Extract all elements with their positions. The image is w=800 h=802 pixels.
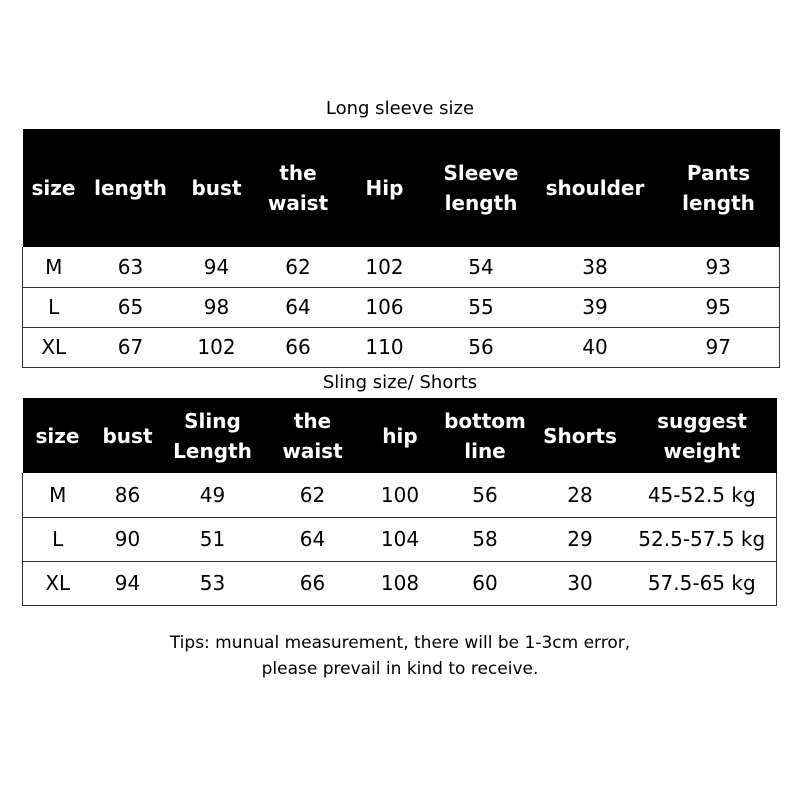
table-cell: 104: [363, 517, 438, 561]
column-header: [23, 398, 93, 473]
table-row: [23, 473, 777, 517]
column-header-line: shoulder: [545, 176, 645, 200]
column-header: [340, 129, 430, 247]
table-cell: 102: [177, 327, 257, 367]
column-header-line: Length: [173, 438, 252, 463]
table-cell: 67: [85, 327, 177, 367]
column-header: [628, 398, 777, 473]
column-header: [533, 398, 628, 473]
table-cell: 93: [658, 247, 780, 287]
column-header-line: waist: [267, 191, 329, 215]
table-cell: 57.5-65 kg: [628, 561, 777, 605]
column-header-line: size: [31, 176, 76, 200]
table-cell: 30: [533, 561, 628, 605]
column-header: [658, 129, 780, 247]
long-sleeve-size-table: [22, 129, 780, 368]
tips-line-1: Tips: munual measurement, there will be 1-3cm error,: [169, 633, 631, 653]
column-header-line: line: [464, 438, 506, 463]
column-header-line: bottom: [444, 408, 526, 433]
table-cell: 55: [430, 287, 533, 327]
table-cell: 86: [93, 473, 163, 517]
column-header: [85, 129, 177, 247]
column-header: [363, 398, 438, 473]
table-cell: 64: [263, 517, 363, 561]
table-header: [23, 129, 780, 247]
table-row: [23, 517, 777, 561]
column-header: [257, 129, 340, 247]
column-header-line: Sleeve: [443, 161, 519, 185]
tips-line-2: please prevail in kind to receive.: [261, 659, 539, 679]
sling-shorts-title: Sling size/ Shorts: [322, 372, 478, 393]
table-cell: 102: [340, 247, 430, 287]
table-cell: 49: [163, 473, 263, 517]
table-cell: 97: [658, 327, 780, 367]
table-row: [23, 287, 780, 327]
table-cell: 98: [177, 287, 257, 327]
table-cell: 63: [85, 247, 177, 287]
column-header-line: size: [35, 423, 80, 448]
table-cell: XL: [23, 327, 85, 367]
table-cell: L: [23, 287, 85, 327]
table-cell: 39: [533, 287, 658, 327]
table-row: [23, 327, 780, 367]
table-cell: 66: [263, 561, 363, 605]
table-cell: 108: [363, 561, 438, 605]
column-header-line: length: [444, 191, 518, 215]
column-header-line: Pants: [686, 161, 751, 185]
column-header: [23, 129, 85, 247]
table-cell: 106: [340, 287, 430, 327]
table-cell: 110: [340, 327, 430, 367]
table-cell: 65: [85, 287, 177, 327]
column-header: [533, 129, 658, 247]
table-cell: 53: [163, 561, 263, 605]
table-cell: XL: [23, 561, 93, 605]
table-cell: L: [23, 517, 93, 561]
column-header-line: suggest: [657, 408, 747, 433]
table-cell: 38: [533, 247, 658, 287]
column-header-line: bust: [191, 176, 242, 200]
column-header-line: Shorts: [543, 423, 617, 448]
column-header: [263, 398, 363, 473]
column-header-line: hip: [382, 423, 418, 448]
column-header-line: the: [293, 408, 332, 433]
column-header: [93, 398, 163, 473]
table-cell: 40: [533, 327, 658, 367]
table-cell: 54: [430, 247, 533, 287]
table-header: [23, 398, 777, 473]
column-header-line: Sling: [184, 408, 241, 433]
table-cell: 66: [257, 327, 340, 367]
column-header-line: length: [94, 176, 167, 200]
column-header-line: weight: [663, 438, 741, 463]
table-cell: M: [23, 473, 93, 517]
column-header: [177, 129, 257, 247]
table-cell: 56: [430, 327, 533, 367]
sling-shorts-size-table: [22, 398, 777, 606]
column-header: [438, 398, 533, 473]
column-header: [430, 129, 533, 247]
column-header: [163, 398, 263, 473]
table-row: [23, 561, 777, 605]
table-cell: 28: [533, 473, 628, 517]
table-cell: 94: [93, 561, 163, 605]
table-cell: 45-52.5 kg: [628, 473, 777, 517]
table-cell: 51: [163, 517, 263, 561]
table-cell: 52.5-57.5 kg: [628, 517, 777, 561]
column-header-line: waist: [282, 438, 343, 463]
table-cell: 58: [438, 517, 533, 561]
table-cell: 100: [363, 473, 438, 517]
tips-note: [0, 630, 800, 682]
table-cell: M: [23, 247, 85, 287]
table-cell: 60: [438, 561, 533, 605]
table-row: [23, 247, 780, 287]
table-cell: 64: [257, 287, 340, 327]
column-header-line: bust: [102, 423, 153, 448]
table-cell: 62: [263, 473, 363, 517]
column-header-line: the: [279, 161, 317, 185]
table-cell: 29: [533, 517, 628, 561]
table-cell: 90: [93, 517, 163, 561]
column-header-line: Hip: [365, 176, 404, 200]
long-sleeve-title: Long sleeve size: [325, 98, 475, 119]
table-cell: 56: [438, 473, 533, 517]
table-cell: 94: [177, 247, 257, 287]
table-cell: 62: [257, 247, 340, 287]
table-cell: 95: [658, 287, 780, 327]
column-header-line: length: [682, 191, 755, 215]
